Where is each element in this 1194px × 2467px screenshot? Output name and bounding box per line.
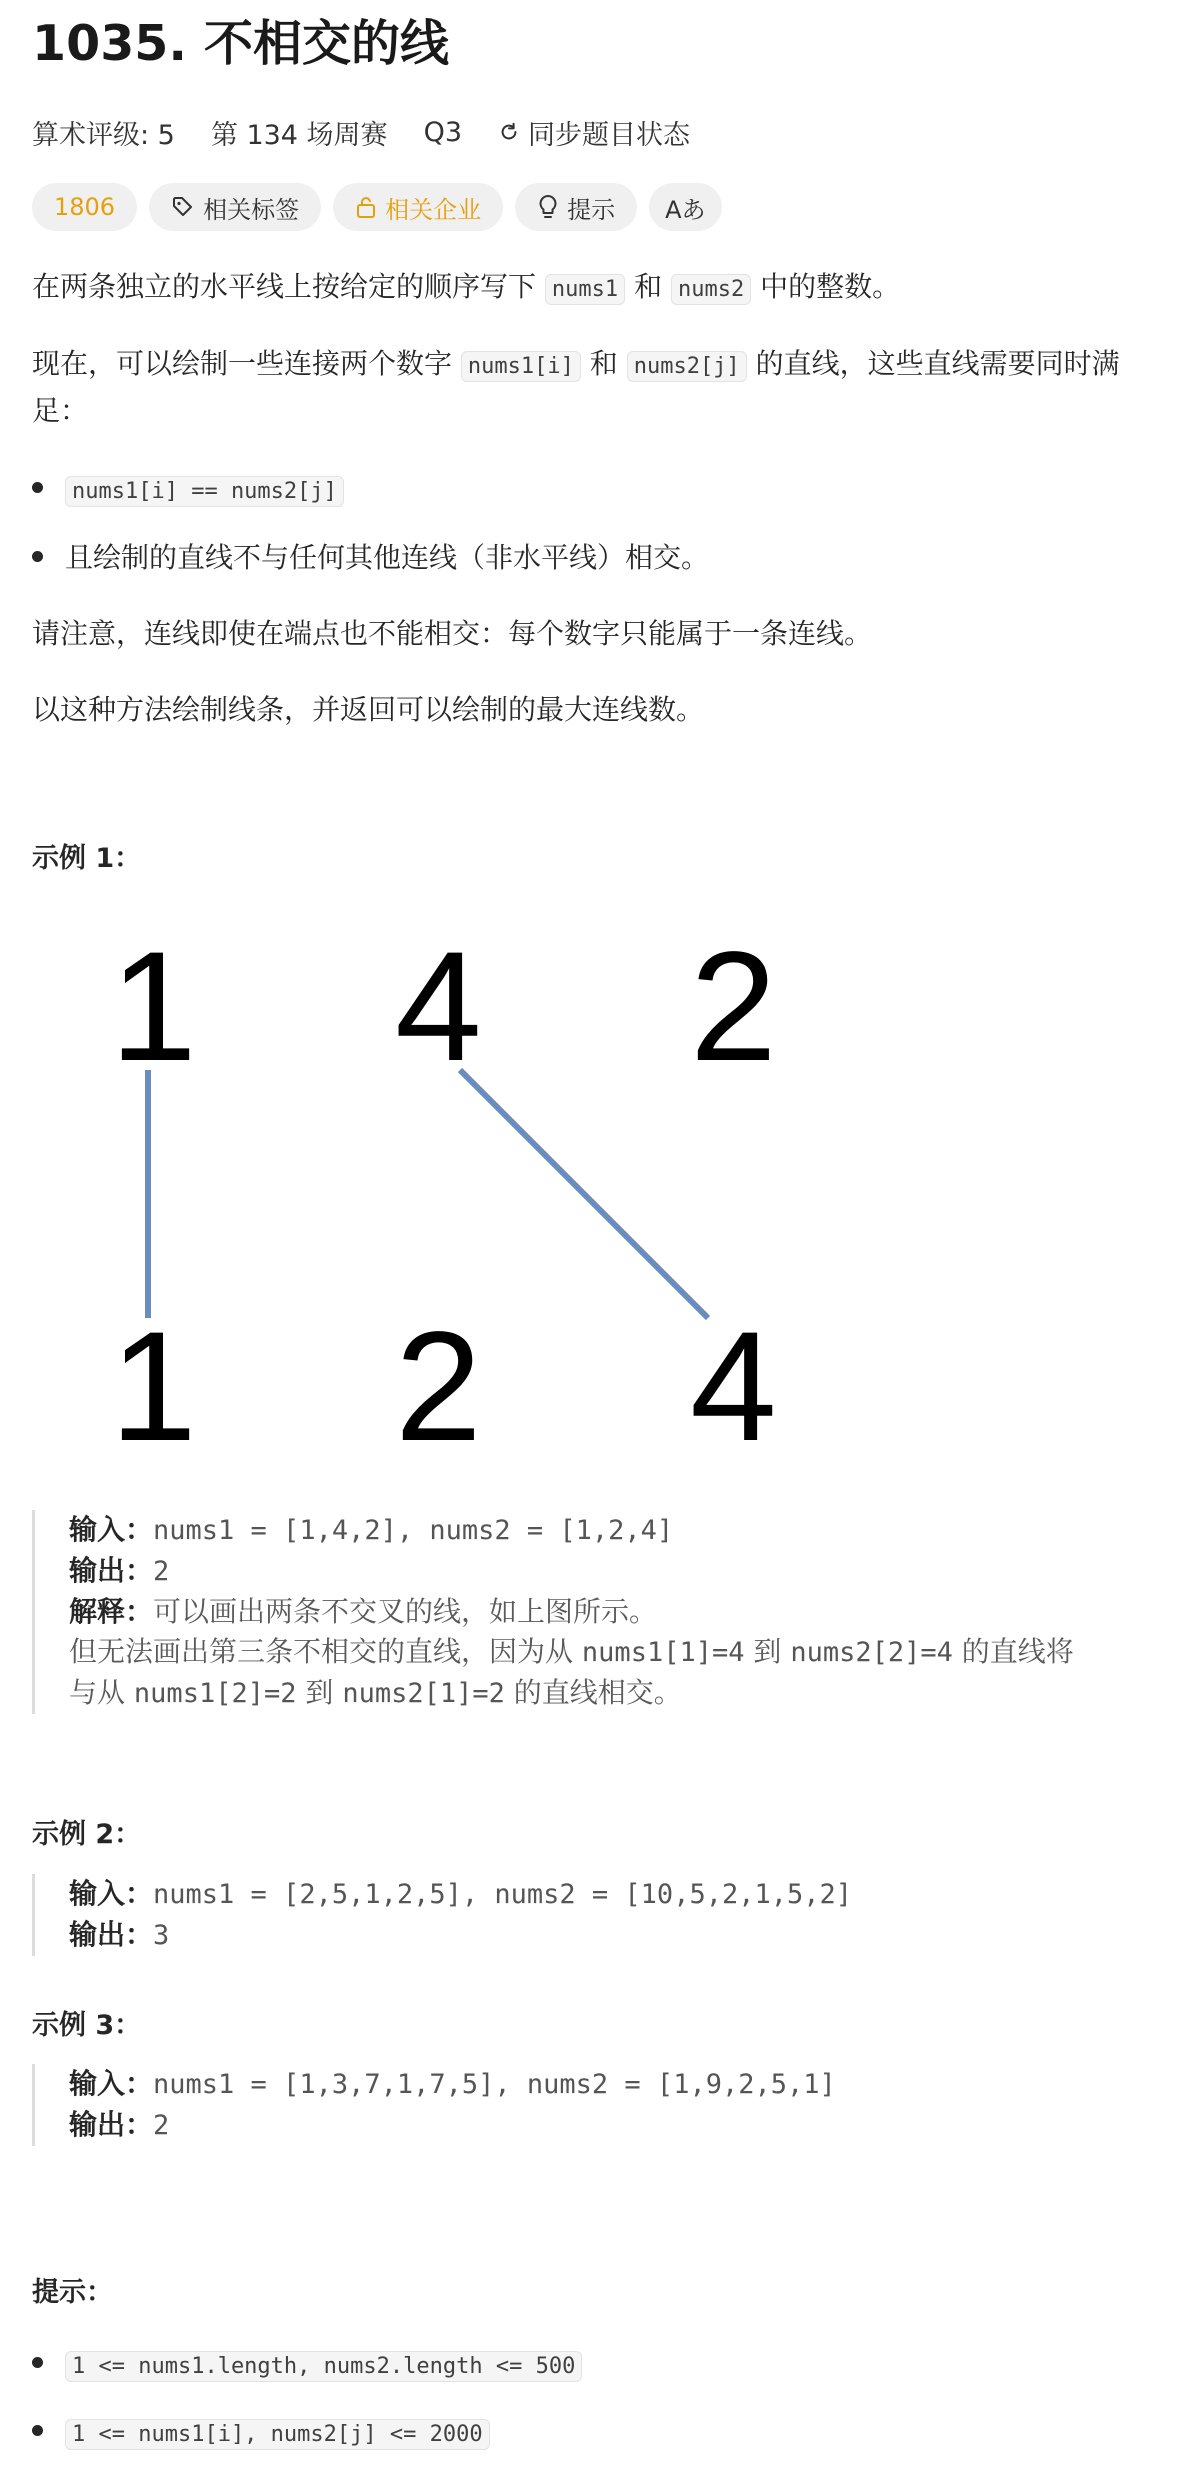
translate-icon: Aあ: [665, 195, 706, 224]
example-2-block: [32, 1874, 852, 1956]
example-1-block: [32, 1510, 1074, 1714]
hint-button[interactable]: [515, 183, 637, 231]
example-1-figure: [60, 920, 800, 1480]
text: 且绘制的直线不与任何其他连线（非水平线）相交。: [65, 541, 710, 574]
refresh-icon: [498, 121, 520, 143]
input-label: 输入：: [69, 1877, 154, 1910]
text: 中的整数。: [760, 270, 901, 303]
bottom-number: 1: [110, 1300, 197, 1474]
bullet-dot: [32, 482, 43, 493]
bullet-dot: [32, 551, 43, 562]
problem-title: 1035. 不相交的线: [32, 15, 450, 72]
output-label: 输出：: [69, 1918, 154, 1951]
problem-meta: [32, 112, 690, 152]
translate-button[interactable]: [649, 183, 721, 231]
inline-code: nums1[i]: [461, 351, 581, 382]
related-companies-button[interactable]: [333, 183, 503, 231]
text: 的直线，这些直线需要同时满足：: [32, 347, 1120, 427]
text: 的直线将: [961, 1635, 1074, 1668]
lightbulb-icon: [537, 194, 559, 220]
code-text: nums2[1]=2: [342, 1678, 505, 1709]
example-3-heading: 示例 3：: [32, 2010, 142, 2041]
inline-code: 1 <= nums1[i], nums2[j] <= 2000: [65, 2419, 490, 2450]
explain-label: 解释：: [69, 1595, 154, 1628]
input-label: 输入：: [69, 1513, 154, 1546]
sync-status-label: 同步题目状态: [528, 119, 690, 151]
output-label: 输出：: [69, 2108, 154, 2141]
output-value: 3: [153, 1920, 170, 1951]
constraints-heading: 提示：: [32, 2277, 113, 2308]
hint-label: 提示: [567, 195, 616, 224]
input-label: 输入：: [69, 2067, 154, 2100]
bottom-number: 2: [395, 1300, 482, 1474]
inline-code: nums2[j]: [627, 351, 747, 382]
code-text: nums1[2]=2: [133, 1678, 297, 1709]
input-value: nums1 = [1,4,2], nums2 = [1,2,4]: [153, 1515, 674, 1546]
text: 现在，可以绘制一些连接两个数字: [32, 347, 453, 380]
constraint-item: [32, 2342, 582, 2389]
bullet-dot: [32, 2425, 43, 2436]
output-label: 输出：: [69, 1554, 154, 1587]
top-number: 1: [110, 920, 197, 1094]
code-text: nums2[2]=4: [790, 1637, 953, 1668]
text: 到: [305, 1676, 334, 1709]
text: 的直线相交。: [513, 1676, 682, 1709]
example-3-block: [32, 2064, 836, 2146]
input-value: nums1 = [1,3,7,1,7,5], nums2 = [1,9,2,5,1]: [153, 2069, 836, 2100]
list-item: [32, 536, 709, 580]
description-paragraph-2: [32, 342, 1162, 433]
description-paragraph-3: 请注意，连线即使在端点也不能相交：每个数字只能属于一条连线。: [32, 617, 873, 650]
text: 和: [589, 347, 618, 380]
explain-text: 可以画出两条不交叉的线，如上图所示。: [153, 1595, 658, 1628]
output-value: 2: [153, 2110, 170, 2141]
input-value: nums1 = [2,5,1,2,5], nums2 = [10,5,2,1,5,2]: [153, 1879, 852, 1910]
top-number: 2: [690, 920, 777, 1094]
description-paragraph-1: [32, 265, 900, 312]
text: 和: [634, 270, 663, 303]
inline-code: nums1: [545, 274, 625, 305]
top-number: 4: [395, 920, 482, 1094]
bottom-number: 4: [690, 1300, 777, 1474]
output-value: 2: [153, 1556, 170, 1587]
related-tags-label: 相关标签: [203, 195, 300, 224]
difficulty-rating: 算术评级: 5: [32, 119, 175, 151]
tag-icon: [171, 195, 195, 219]
bullet-dot: [32, 2357, 43, 2368]
explain-line: [69, 1673, 1074, 1714]
explain-line: [69, 1632, 1074, 1673]
text: 与从: [69, 1676, 126, 1709]
inline-code: nums2: [671, 274, 751, 305]
inline-code: nums1[i] == nums2[j]: [65, 476, 344, 507]
lock-icon: [355, 195, 377, 219]
tag-bar: [32, 183, 734, 231]
contest-question: Q3: [423, 116, 462, 148]
related-tags-button[interactable]: [149, 183, 321, 231]
related-companies-label: 相关企业: [385, 195, 482, 224]
description-paragraph-4: 以这种方法绘制线条，并返回可以绘制的最大连线数。: [32, 693, 705, 726]
text: 在两条独立的水平线上按给定的顺序写下: [32, 270, 537, 303]
score-badge: 1806: [32, 183, 137, 231]
inline-code: 1 <= nums1.length, nums2.length <= 500: [65, 2351, 582, 2382]
constraint-item: [32, 2410, 490, 2457]
connection-line: [460, 1070, 708, 1318]
code-text: nums1[1]=4: [581, 1637, 745, 1668]
list-item: [32, 467, 344, 514]
sync-status-button[interactable]: [498, 113, 690, 152]
example-1-heading: 示例 1：: [32, 843, 142, 874]
example-2-heading: 示例 2：: [32, 1819, 142, 1850]
text: 到: [753, 1635, 782, 1668]
contest-link[interactable]: 第 134 场周赛: [210, 119, 388, 151]
text: 但无法画出第三条不相交的直线，因为从: [69, 1635, 574, 1668]
